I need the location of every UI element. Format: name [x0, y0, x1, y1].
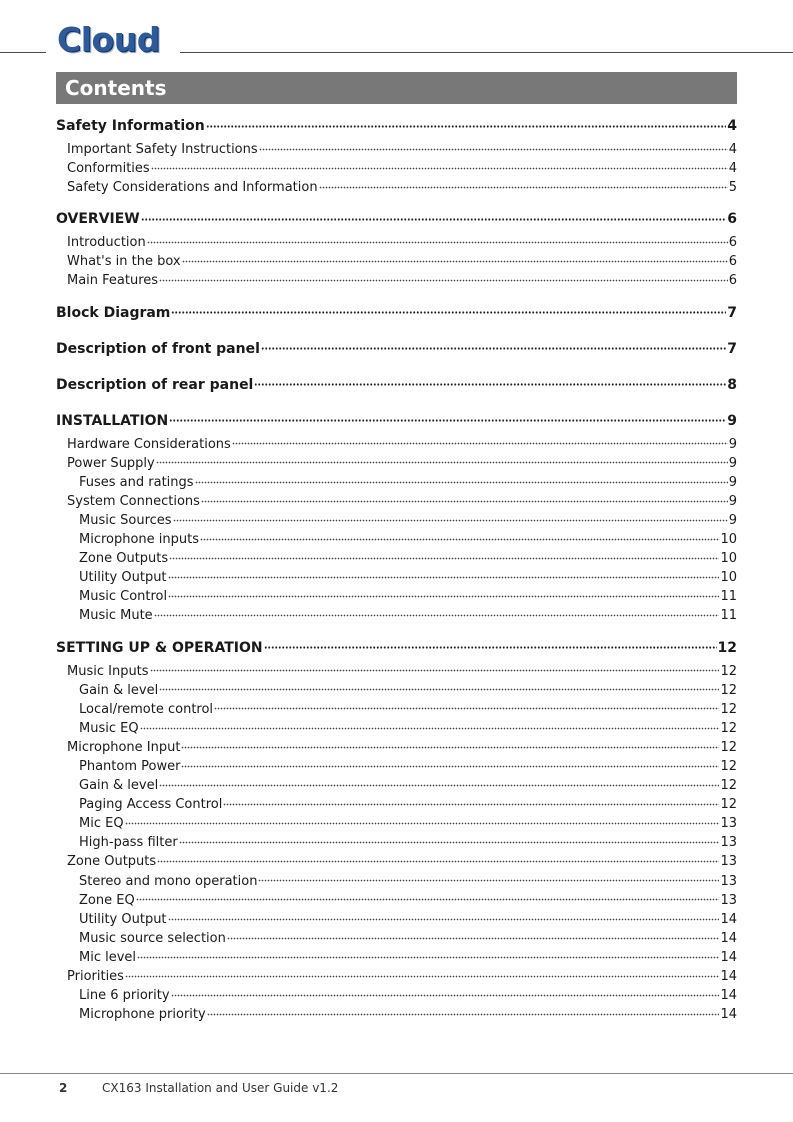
- dot-leader: [173, 511, 728, 524]
- toc-entry-title: Mic level: [79, 949, 137, 965]
- toc-entry-page: 7: [727, 340, 737, 357]
- toc-entry[interactable]: [56, 872, 737, 891]
- footer-document-title: CX163 Installation and User Guide v1.2: [102, 1081, 339, 1095]
- toc-entry[interactable]: [56, 795, 737, 814]
- toc-entry-page: 10: [720, 551, 737, 567]
- header-rule-left: [0, 52, 46, 53]
- toc-entry[interactable]: [56, 891, 737, 910]
- toc-entry[interactable]: [56, 587, 737, 606]
- dot-leader: [168, 587, 719, 600]
- dot-leader: [141, 209, 726, 223]
- toc-entry-page: 14: [720, 1007, 737, 1023]
- toc-entry-title: Block Diagram: [56, 304, 171, 321]
- toc-entry-page: 12: [720, 682, 737, 698]
- dot-leader: [261, 339, 726, 353]
- header-rule-right: [180, 52, 793, 53]
- toc-entry[interactable]: [56, 967, 737, 986]
- toc-entry-title: INSTALLATION: [56, 412, 169, 429]
- toc-entry-page: 13: [720, 835, 737, 851]
- toc-entry[interactable]: [56, 719, 737, 738]
- dot-leader: [232, 435, 728, 448]
- dot-leader: [159, 681, 719, 694]
- toc-entry-page: 9: [728, 474, 737, 490]
- toc-entry[interactable]: [56, 986, 737, 1005]
- toc-entry[interactable]: [56, 303, 737, 323]
- dot-leader: [259, 140, 728, 153]
- toc-entry-page: 13: [720, 892, 737, 908]
- toc-entry-page: 6: [728, 235, 737, 251]
- dot-leader: [159, 776, 719, 789]
- toc-entry[interactable]: [56, 411, 737, 431]
- toc-entry-page: 11: [720, 608, 737, 624]
- dot-leader: [201, 492, 728, 505]
- toc-entry-title: Fuses and ratings: [79, 474, 194, 490]
- toc-entry-page: 14: [720, 988, 737, 1004]
- toc-entry-title: Paging Access Control: [79, 797, 223, 813]
- toc-entry-page: 8: [727, 376, 737, 393]
- dot-leader: [207, 1005, 720, 1018]
- dot-leader: [171, 303, 726, 317]
- toc-entry-title: Power Supply: [67, 455, 155, 471]
- dot-leader: [168, 910, 720, 923]
- toc-entry-page: 6: [728, 254, 737, 270]
- toc-entry-page: 7: [727, 304, 737, 321]
- dot-leader: [195, 473, 728, 486]
- toc-entry[interactable]: [56, 833, 737, 852]
- dot-leader: [181, 738, 719, 751]
- toc-entry-title: Music Sources: [79, 512, 172, 528]
- toc-entry-page: 4: [727, 118, 737, 134]
- dot-leader: [258, 872, 719, 885]
- toc-entry[interactable]: [56, 910, 737, 929]
- toc-entry[interactable]: [56, 454, 737, 473]
- dot-leader: [206, 116, 727, 130]
- toc-entry-title: Safety Considerations and Information: [67, 180, 318, 196]
- toc-entry[interactable]: [56, 852, 737, 871]
- dot-leader: [159, 271, 728, 284]
- toc-entry-page: 9: [727, 412, 737, 429]
- toc-entry-title: Stereo and mono operation: [79, 873, 258, 889]
- toc-entry-page: 12: [720, 797, 737, 813]
- toc-entry-page: 12: [720, 663, 737, 679]
- toc-entry-title: Conformities: [67, 161, 150, 177]
- toc-entry-page: 13: [720, 854, 737, 870]
- toc-entry-page: 12: [720, 778, 737, 794]
- dot-leader: [137, 948, 719, 961]
- toc-entry[interactable]: [56, 375, 737, 395]
- dot-leader: [136, 891, 720, 904]
- dot-leader: [254, 375, 726, 389]
- toc-entry[interactable]: [56, 209, 737, 229]
- toc-entry-title: Zone Outputs: [67, 854, 157, 870]
- toc-entry-page: 4: [728, 161, 737, 177]
- toc-entry-page: 14: [720, 969, 737, 984]
- toc-entry-title: Introduction: [67, 235, 146, 251]
- toc-entry-title: Music EQ: [79, 720, 139, 736]
- toc-entry[interactable]: [56, 271, 737, 290]
- toc-entry-page: 4: [728, 142, 737, 157]
- dot-leader: [150, 662, 720, 675]
- toc-entry[interactable]: [56, 492, 737, 511]
- dot-leader: [157, 852, 719, 865]
- toc-entry[interactable]: [56, 159, 737, 178]
- toc-entry-title: Music source selection: [79, 930, 226, 946]
- toc-entry-page: 12: [720, 758, 737, 774]
- toc-entry-page: 12: [720, 720, 737, 736]
- toc-entry-page: 12: [720, 739, 737, 755]
- toc-entry[interactable]: [56, 814, 737, 833]
- toc-entry[interactable]: [56, 339, 737, 359]
- toc-entry-page: 14: [720, 949, 737, 965]
- dot-leader: [182, 252, 728, 265]
- toc-entry-page: 10: [720, 532, 737, 548]
- toc-entry-page: 6: [728, 273, 737, 289]
- toc-entry-title: Gain & level: [79, 778, 159, 794]
- dot-leader: [147, 233, 728, 246]
- toc-entry-title: Microphone inputs: [79, 532, 200, 548]
- toc-entry-title: Main Features: [67, 273, 159, 289]
- dot-leader: [169, 549, 719, 562]
- toc-entry-page: 5: [728, 180, 737, 196]
- toc-entry[interactable]: [56, 1005, 737, 1024]
- toc-entry-page: 11: [720, 589, 737, 605]
- toc-entry[interactable]: [56, 252, 737, 271]
- footer-rule: [0, 1073, 793, 1074]
- toc-entry-page: 9: [728, 493, 737, 509]
- toc-entry-page: 6: [727, 211, 737, 228]
- toc-entry-title: Microphone Input: [67, 739, 181, 755]
- toc-entry-title: Safety Information: [56, 118, 205, 134]
- toc-entry[interactable]: [56, 549, 737, 568]
- toc-entry-page: 9: [728, 455, 737, 471]
- toc-entry-page: 9: [728, 512, 737, 528]
- toc-entry-title: Description of rear panel: [56, 376, 254, 393]
- contents-heading: Contents: [56, 72, 737, 104]
- toc-entry[interactable]: [56, 929, 737, 948]
- toc-entry[interactable]: [56, 473, 737, 492]
- toc-entry[interactable]: [56, 233, 737, 252]
- toc-entry-title: Music Control: [79, 589, 168, 605]
- dot-leader: [319, 178, 728, 191]
- toc-entry-page: 10: [720, 570, 737, 586]
- toc-entry-title: Description of front panel: [56, 340, 260, 357]
- dot-leader: [227, 929, 720, 942]
- table-of-contents: [56, 116, 737, 1024]
- toc-entry[interactable]: [56, 511, 737, 530]
- toc-entry-title: Utility Output: [79, 911, 167, 927]
- toc-entry-page: 13: [720, 816, 737, 832]
- toc-entry-title: Gain & level: [79, 682, 159, 698]
- toc-entry-title: Hardware Considerations: [67, 436, 231, 452]
- dot-leader: [179, 833, 720, 846]
- toc-entry[interactable]: [56, 757, 737, 776]
- toc-entry[interactable]: [56, 178, 737, 197]
- toc-entry-page: 14: [720, 911, 737, 927]
- toc-entry[interactable]: [56, 606, 737, 625]
- dot-leader: [154, 606, 720, 619]
- dot-leader: [168, 568, 720, 581]
- cloud-logo: Cloud: [57, 20, 160, 59]
- dot-leader: [151, 159, 728, 172]
- toc-entry-title: Microphone priority: [79, 1007, 206, 1023]
- dot-leader: [156, 454, 728, 467]
- dot-leader: [200, 530, 719, 543]
- toc-entry[interactable]: [56, 700, 737, 719]
- toc-entry[interactable]: [56, 681, 737, 700]
- toc-entry-title: What's in the box: [67, 254, 181, 270]
- toc-entry-page: 13: [720, 873, 737, 889]
- dot-leader: [171, 986, 720, 999]
- toc-entry-title: Phantom Power: [79, 758, 181, 774]
- toc-entry[interactable]: [56, 568, 737, 587]
- toc-entry[interactable]: [56, 662, 737, 681]
- dot-leader: [214, 700, 719, 713]
- toc-entry-page: 12: [717, 639, 737, 656]
- toc-entry[interactable]: [56, 530, 737, 549]
- toc-entry-title: Local/remote control: [79, 701, 214, 717]
- toc-entry[interactable]: [56, 116, 737, 136]
- toc-entry[interactable]: [56, 638, 737, 658]
- dot-leader: [181, 757, 719, 770]
- toc-entry-title: Zone EQ: [79, 892, 135, 908]
- toc-entry[interactable]: [56, 435, 737, 454]
- toc-entry-page: 9: [728, 436, 737, 452]
- toc-entry-title: Utility Output: [79, 570, 167, 586]
- dot-leader: [125, 967, 719, 980]
- toc-entry-title: Music Inputs: [67, 663, 149, 679]
- toc-entry[interactable]: [56, 140, 737, 159]
- dot-leader: [264, 638, 717, 652]
- toc-entry[interactable]: [56, 776, 737, 795]
- toc-entry-title: SETTING UP & OPERATION: [56, 639, 263, 656]
- toc-entry-title: High-pass filter: [79, 835, 178, 851]
- dot-leader: [125, 814, 720, 827]
- toc-entry-title: OVERVIEW: [56, 211, 140, 228]
- toc-entry-page: 14: [720, 930, 737, 946]
- toc-entry[interactable]: [56, 738, 737, 757]
- dot-leader: [223, 795, 719, 808]
- toc-entry-title: Priorities: [67, 969, 124, 984]
- toc-entry[interactable]: [56, 948, 737, 967]
- toc-entry-title: Music Mute: [79, 608, 153, 624]
- dot-leader: [140, 719, 720, 732]
- toc-entry-page: 12: [720, 701, 737, 717]
- toc-entry-title: Mic EQ: [79, 816, 124, 832]
- footer-page-number: 2: [59, 1081, 68, 1095]
- dot-leader: [169, 411, 726, 425]
- toc-entry-title: Zone Outputs: [79, 551, 169, 567]
- toc-entry-title: Line 6 priority: [79, 988, 170, 1004]
- toc-entry-title: Important Safety Instructions: [67, 142, 258, 157]
- toc-entry-title: System Connections: [67, 493, 200, 509]
